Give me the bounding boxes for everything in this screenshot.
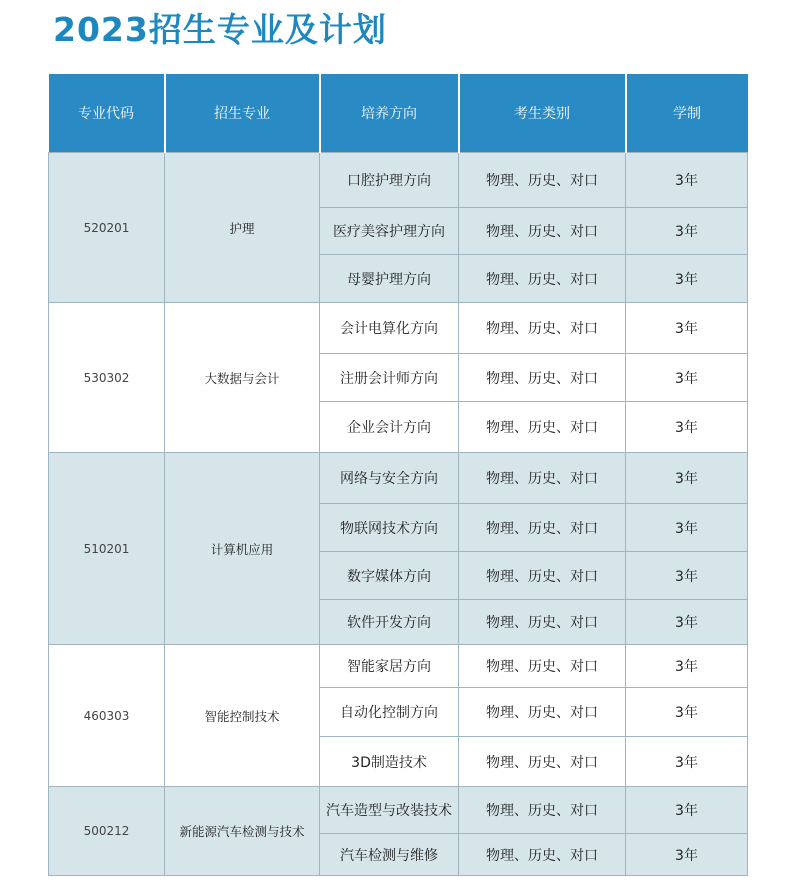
direction-cell: 医疗美容护理方向 bbox=[320, 208, 459, 255]
direction-cell: 软件开发方向 bbox=[320, 600, 459, 645]
table-row bbox=[49, 787, 748, 834]
major-code-cell: 530302 bbox=[49, 303, 165, 453]
years-cell: 3年 bbox=[626, 303, 748, 354]
enrollment-table bbox=[48, 74, 748, 876]
years-cell: 3年 bbox=[626, 153, 748, 208]
years-cell: 3年 bbox=[626, 688, 748, 737]
category-cell: 物理、历史、对口 bbox=[459, 552, 626, 600]
category-cell: 物理、历史、对口 bbox=[459, 303, 626, 354]
category-cell: 物理、历史、对口 bbox=[459, 600, 626, 645]
direction-cell: 汽车造型与改装技术 bbox=[320, 787, 459, 834]
table-body bbox=[49, 153, 748, 876]
major-name-cell: 智能控制技术 bbox=[165, 645, 320, 787]
category-cell: 物理、历史、对口 bbox=[459, 153, 626, 208]
years-cell: 3年 bbox=[626, 255, 748, 303]
category-cell: 物理、历史、对口 bbox=[459, 354, 626, 402]
header-direction: 培养方向 bbox=[320, 74, 459, 153]
category-cell: 物理、历史、对口 bbox=[459, 737, 626, 787]
direction-cell: 企业会计方向 bbox=[320, 402, 459, 453]
table-row bbox=[49, 645, 748, 688]
direction-cell: 会计电算化方向 bbox=[320, 303, 459, 354]
direction-cell: 3D制造技术 bbox=[320, 737, 459, 787]
years-cell: 3年 bbox=[626, 504, 748, 552]
category-cell: 物理、历史、对口 bbox=[459, 834, 626, 876]
years-cell: 3年 bbox=[626, 552, 748, 600]
major-name-cell: 护理 bbox=[165, 153, 320, 303]
category-cell: 物理、历史、对口 bbox=[459, 787, 626, 834]
direction-cell: 智能家居方向 bbox=[320, 645, 459, 688]
category-cell: 物理、历史、对口 bbox=[459, 504, 626, 552]
table-row bbox=[49, 303, 748, 354]
years-cell: 3年 bbox=[626, 402, 748, 453]
years-cell: 3年 bbox=[626, 453, 748, 504]
direction-cell: 口腔护理方向 bbox=[320, 153, 459, 208]
years-cell: 3年 bbox=[626, 645, 748, 688]
major-code-cell: 500212 bbox=[49, 787, 165, 876]
category-cell: 物理、历史、对口 bbox=[459, 453, 626, 504]
category-cell: 物理、历史、对口 bbox=[459, 208, 626, 255]
table-row bbox=[49, 453, 748, 504]
direction-cell: 注册会计师方向 bbox=[320, 354, 459, 402]
header-category: 考生类别 bbox=[459, 74, 626, 153]
years-cell: 3年 bbox=[626, 834, 748, 876]
direction-cell: 物联网技术方向 bbox=[320, 504, 459, 552]
table-row bbox=[49, 153, 748, 208]
years-cell: 3年 bbox=[626, 737, 748, 787]
years-cell: 3年 bbox=[626, 354, 748, 402]
major-code-cell: 520201 bbox=[49, 153, 165, 303]
category-cell: 物理、历史、对口 bbox=[459, 645, 626, 688]
header-major: 招生专业 bbox=[165, 74, 320, 153]
direction-cell: 自动化控制方向 bbox=[320, 688, 459, 737]
direction-cell: 数字媒体方向 bbox=[320, 552, 459, 600]
major-code-cell: 510201 bbox=[49, 453, 165, 645]
table-header-row bbox=[49, 74, 748, 153]
category-cell: 物理、历史、对口 bbox=[459, 688, 626, 737]
category-cell: 物理、历史、对口 bbox=[459, 402, 626, 453]
major-code-cell: 460303 bbox=[49, 645, 165, 787]
major-name-cell: 新能源汽车检测与技术 bbox=[165, 787, 320, 876]
major-name-cell: 计算机应用 bbox=[165, 453, 320, 645]
direction-cell: 母婴护理方向 bbox=[320, 255, 459, 303]
header-code: 专业代码 bbox=[49, 74, 165, 153]
years-cell: 3年 bbox=[626, 600, 748, 645]
category-cell: 物理、历史、对口 bbox=[459, 255, 626, 303]
page-title: 2023招生专业及计划 bbox=[53, 10, 387, 49]
direction-cell: 汽车检测与维修 bbox=[320, 834, 459, 876]
years-cell: 3年 bbox=[626, 208, 748, 255]
major-name-cell: 大数据与会计 bbox=[165, 303, 320, 453]
direction-cell: 网络与安全方向 bbox=[320, 453, 459, 504]
header-years: 学制 bbox=[626, 74, 748, 153]
years-cell: 3年 bbox=[626, 787, 748, 834]
